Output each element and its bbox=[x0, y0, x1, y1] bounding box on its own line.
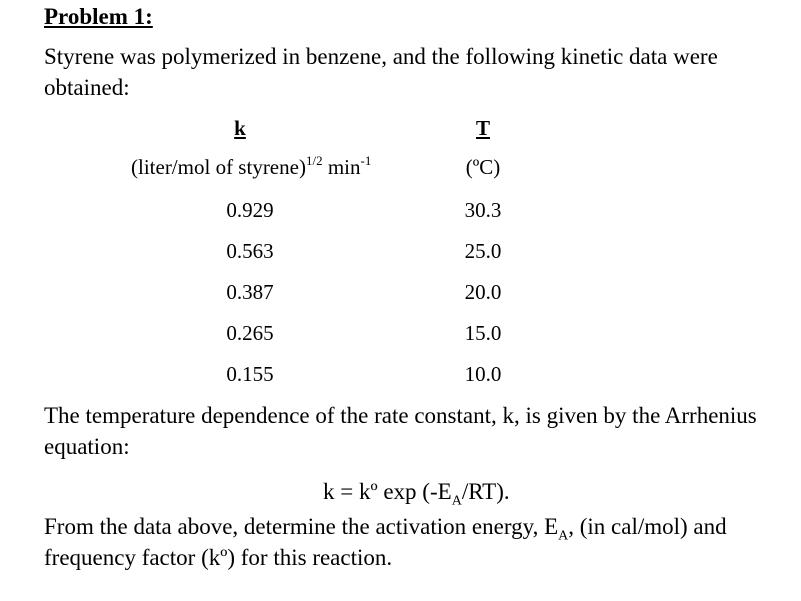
table-row-k: 0.387 bbox=[226, 280, 274, 304]
table-row-t: 25.0 bbox=[464, 239, 502, 263]
question-part-1: From the data above, determine the activation energy, E bbox=[44, 514, 559, 539]
arrhenius-paragraph: The temperature dependence of the rate constant, k, is given by the Arrhenius equation: bbox=[44, 403, 757, 459]
table-row-k: 0.929 bbox=[226, 198, 274, 222]
k-units-base: (liter/mol of styrene) bbox=[131, 155, 306, 179]
question-part-2: , (in cal/mol) and frequency factor (kº) for this reaction. bbox=[44, 514, 727, 570]
t-units-label: (ºC) bbox=[465, 155, 501, 179]
table-row-t: 20.0 bbox=[464, 280, 502, 304]
arrhenius-equation bbox=[323, 479, 510, 509]
table-row-k: 0.155 bbox=[226, 362, 274, 386]
table-row-t: 30.3 bbox=[464, 198, 502, 222]
t-column-header: T bbox=[475, 116, 490, 140]
equation-part-2: /RT). bbox=[461, 479, 510, 504]
question-paragraph bbox=[44, 511, 784, 573]
problem-title: Problem 1: bbox=[44, 4, 153, 29]
table-row-t: 15.0 bbox=[464, 321, 502, 345]
intro-paragraph: Styrene was polymerized in benzene, and the following kinetic data were obtained: bbox=[44, 44, 718, 100]
question-subscript: A bbox=[558, 528, 569, 544]
k-units-exponent-neg-one: -1 bbox=[360, 153, 372, 168]
k-units-min: min bbox=[322, 155, 361, 179]
k-units-label bbox=[131, 155, 371, 180]
table-row-k: 0.265 bbox=[226, 321, 274, 345]
equation-subscript: A bbox=[451, 493, 462, 509]
table-row-t: 10.0 bbox=[464, 362, 502, 386]
k-units-exponent-half: 1/2 bbox=[305, 153, 323, 168]
k-column-header: k bbox=[234, 116, 246, 140]
table-row-k: 0.563 bbox=[226, 239, 274, 263]
equation-part-1: k = kº exp (-E bbox=[323, 479, 452, 504]
